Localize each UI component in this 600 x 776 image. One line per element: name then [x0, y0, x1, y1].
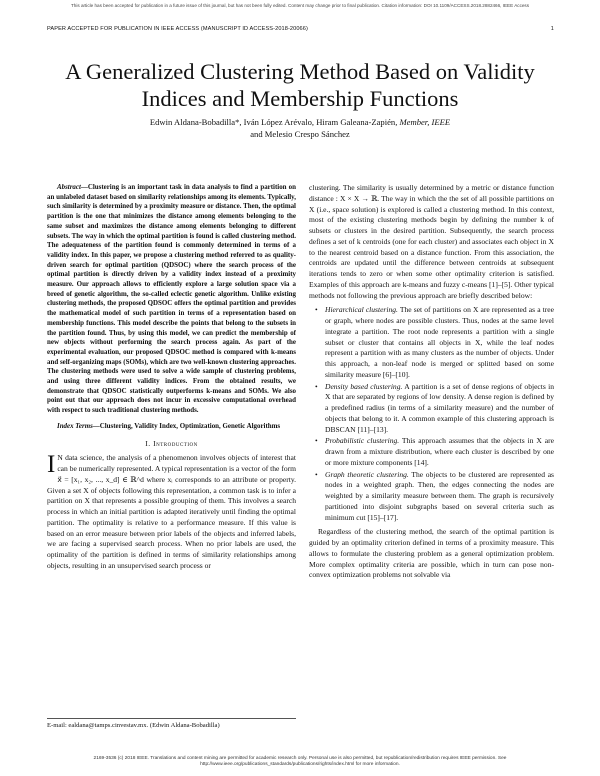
list-item-text: This approach assumes that the objects in X are drawn from a mixture distribution, where each cluster is described by one or more mixture components [14].: [325, 436, 554, 467]
list-item: [325, 305, 554, 380]
page-number: 1: [550, 26, 554, 32]
index-terms-text: —Clustering, Validity Index, Optimization, Genetic Algorithms: [92, 421, 281, 430]
left-column: [47, 183, 296, 572]
author-list: [60, 116, 540, 140]
authors-line-2: and Melesio Crespo Sánchez: [250, 129, 350, 139]
index-terms: [47, 422, 296, 432]
footer-line-1: 2169-3536 (c) 2018 IEEE. Translations and content mining are permitted for academic research only. Personal use is also permitted, but republication/redistribution requires IEEE permission. See: [93, 756, 507, 761]
running-head: [47, 26, 554, 32]
list-item: [325, 436, 554, 468]
intro-paragraph-1-text: N data science, the analysis of a phenomenon involves objects of interest that can be numerically represented. A typical representation is a vector of the form x⃗ = [x₁, x₂, ..., x_d] ∈ ℝ^d where xᵢ corresponds to an attribute or property. Given a set X of objects following this representation, a common task is to infer a partition on X that represents a possible grouping of them. This involves a search process in which an initial partition is adapted iteratively until finding the optimal partition. The optimality is relative to a performance measure. If this value is based on an error measure between prior labels of the objects and inferred labels, we are facing a supervised search process. When no prior labels are used, the optimality of the partition is defined in terms of similarity relationships among objects, resulting in an unsupervised search process or: [47, 453, 296, 570]
intro-paragraph-1-continued: clustering. The similarity is usually determined by a metric or distance function distance : X × X → ℝ. The way in which the the set of all possible partitions on X (i.e., space solution) is explored is called a clustering method. In this context, most of the existing clustering methods begin by defining the number k of subsets or clusters in the desired partition. Subsequently, the search process defines a set of k centroids (one for each cluster) and associates each object in X to the nearest centroid based on a distance function. From this association, the centroids are updated until the difference between centroids at subsequent iterations tends to zero or when some other optimality criterion is satisfied. Examples of this approach are k-means and fuzzy c-means [1]–[5]. Other typical methods not following the previous approach are briefly described below:: [309, 183, 554, 300]
list-item: [325, 382, 554, 436]
abstract-text: —Clustering is an important task in data analysis to find a partition on an unlabeled dataset based on similarity relationships among its elements. Typically, such similarity is determined by a proximity measure or distance. Then, the optimal partition is the one that minimizes the distance among elements belonging to the same subset and maximizes the distance among elements belonging to different subsets. The way in which the optimal partition is found is called clustering method. The adequateness of the partition found is commonly determined in terms of a validity index. In this paper, we propose a clustering method referred to as quality-driven search for optimal partition (QDSOC) where the search process of the optimal partition is directly driven by a validity index instead of a proximity measure. Our approach allows to efficiently explore a large solution space via a breed of genetic algorithm, the so-called eclectic genetic algorithm. Unlike existing clustering methods, the proposed QDSOC offers the optimal partition and provides the mathematical model of such partition in terms of a representation based on membership functions. This model describe the points that belong to the subsets in the partition found. Thus, by using this model, we can predict the membership of new objects without performing the search process again. As part of the experimental evaluation, our proposed QDSOC method is compared with k-means and self-organizing maps (SOMs), which are two well-known clustering approaches. The clustering methods were used to solve a wide sample of clustering problems, and using three different validity indices. From the obtained results, we demonstrate that QDSOC statistically outperforms k-means and SOMs. We also point out that our approach does not incur in excessive computational overhead with respect to such traditional clustering methods.: [47, 183, 296, 415]
section-heading-introduction: I. Introduction: [145, 438, 198, 448]
publication-notice: This article has been accepted for publication in a future issue of this journal, but has not been fully edited. Content may change prior to final publication. Citation information: DOI 10.1109/ACCESS.2018.2882466, IEEE Access: [70, 3, 530, 8]
abstract: [47, 183, 296, 416]
list-item-text: A partition is a set of dense regions of objects in X that are separated by regions of low density. A dense region is defined by a predefined radius (in terms of a similarity measure) and the number of objects that belong to it. A common example of this clustering approach is DBSCAN [11]–[13].: [325, 381, 554, 434]
footer-line-2: http://www.ieee.org/publications_standards/publications/rights/index.html for more information.: [200, 762, 400, 768]
list-item-text: The set of partitions on X are represented as a tree or graph, where nodes are possible clusters. Thus, nodes at the same level integrate a partition. The root node represents a partition with a single subset or cluster that contains all objects in X, while the leaf nodes represent a partition with as many clusters as the number of objects. Under this approach, a non-leaf node is merged or splitted based on some similarity measure [6]–[10].: [325, 305, 554, 379]
copyright-footer: [30, 756, 570, 769]
drop-cap: I: [47, 451, 56, 479]
list-item: [325, 470, 554, 524]
list-item-title: Graph theoretic clustering.: [325, 469, 409, 479]
right-column: [309, 183, 554, 581]
list-item-title: Probabilistic clustering.: [325, 436, 400, 446]
index-terms-label: Index Terms: [57, 421, 93, 430]
paper-title: A Generalized Clustering Method Based on Validity Indices and Membership Functions: [65, 59, 535, 111]
author-role: Member, IEEE: [399, 117, 451, 127]
intro-paragraph-1: [47, 453, 296, 571]
running-head-text: PAPER ACCEPTED FOR PUBLICATION IN IEEE ACCESS (MANUSCRIPT ID ACCESS-2018-20066): [47, 26, 308, 32]
authors-line-1: Edwin Aldana-Bobadilla*, Iván López Arévalo, Hiram Galeana-Zapién,: [149, 117, 398, 127]
intro-paragraph-2: Regardless of the clustering method, the search of the optimal partition is guided by an optimality criterion defined in terms of a proximity measure. This allows to formulate the clustering problem as a general optimization problem. More complex optimality criteria are possible, which in turn can pose non-convex optimization problems not solvable via: [309, 527, 554, 580]
clustering-methods-list: [309, 305, 554, 523]
author-email-footnote: E-mail: ealdana@tamps.cinvestav.mx. (Edwin Aldana-Bobadilla): [47, 718, 296, 729]
list-item-title: Hierarchical clustering.: [325, 305, 398, 315]
list-item-title: Density based clustering.: [325, 381, 403, 391]
list-item-text: The objects to be clustered are represented as nodes in a weighted graph. Then, the edges connecting the nodes are weighted by a similarity measure between them. The graph is recursively partitioned into disjoint subgraphs based on several criteria such as minimum cut [15]–[17].: [325, 469, 554, 522]
abstract-label: Abstract: [57, 183, 81, 191]
